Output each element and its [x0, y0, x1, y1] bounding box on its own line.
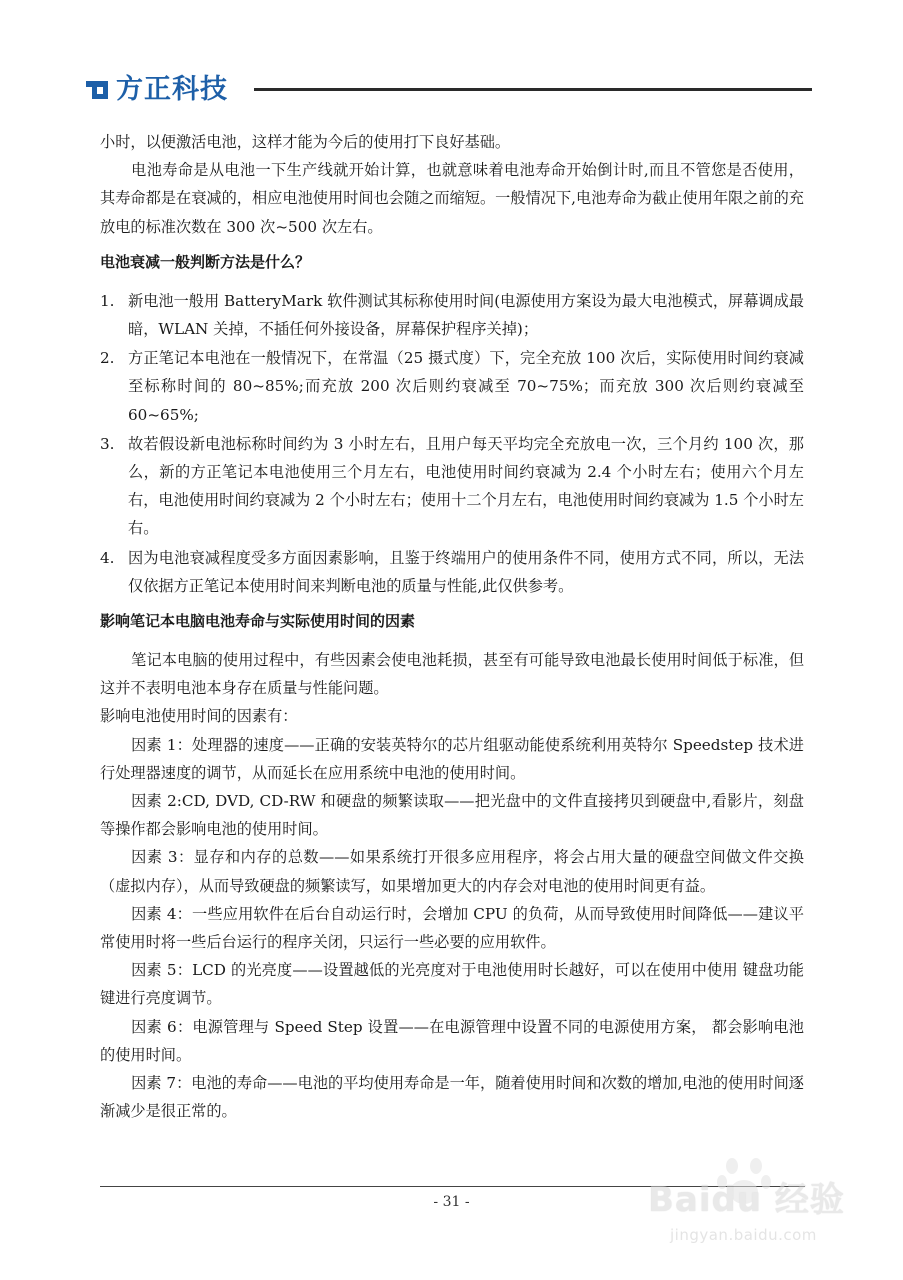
logo-mark-icon — [82, 75, 112, 105]
paragraph: 影响电池使用时间的因素有： — [100, 707, 298, 726]
factor-paragraph: 因素 5：LCD 的光亮度——设置越低的光亮度对于电池使用时长越好，可以在使用中使用 键盘功能键进行亮度调节。 — [100, 961, 804, 1008]
list-number: 2. — [100, 349, 115, 368]
baidu-watermark — [630, 1148, 880, 1268]
company-logo — [82, 72, 228, 108]
numbered-list — [100, 287, 804, 600]
list-item — [100, 544, 804, 600]
factor-paragraph: 因素 6：电源管理与 Speed Step 设置——在电源管理中设置不同的电源使用方案， 都会影响电池的使用时间。 — [100, 1017, 804, 1064]
watermark-url: jingyan.baidu.com — [670, 1226, 817, 1244]
page-number: - 31 - — [433, 1194, 470, 1210]
section-heading: 影响笔记本电脑电池寿命与实际使用时间的因素 — [100, 612, 416, 631]
list-item — [100, 430, 804, 543]
list-number: 3. — [100, 434, 115, 453]
factor-paragraph: 因素 2:CD, DVD, CD-RW 和硬盘的频繁读取——把光盘中的文件直接拷贝到硬盘中,看影片，刻盘等操作都会影响电池的使用时间。 — [100, 792, 804, 839]
list-text: 故若假设新电池标称时间约为 3 小时左右，且用户每天平均完全充放电一次，三个月约 100 次，那么，新的方正笔记本电池使用三个月左右，电池使用时间约衰减为 2.4 个小时左右；使用六个月左右，电池使用时间约衰减为 2 个小时左右；使用十二个月左右，电池使用时间约衰减为 1.5 个小时左右。 — [128, 434, 804, 538]
list-text: 方正笔记本电池在一般情况下，在常温（25 摄式度）下，完全充放 100 次后，实际使用时间约衰减至标称时间的 80~85%;而充放 200 次后则约衰减至 70~75%；而充放 300 次后则约衰减至 60~65%; — [128, 349, 804, 424]
factor-paragraph: 因素 4：一些应用软件在后台自动运行时，会增加 CPU 的负荷，从而导致使用时间降低——建议平常使用时将一些后台运行的程序关闭，只运行一些必要的应用软件。 — [100, 904, 804, 952]
list-number: 1. — [100, 291, 115, 310]
document-body — [100, 128, 804, 1126]
section-heading: 电池衰减一般判断方法是什么？ — [100, 252, 311, 271]
factor-paragraph: 因素 3：显存和内存的总数——如果系统打开很多应用程序，将会占用大量的硬盘空间做文件交换（虚拟内存），从而导致硬盘的频繁读写，如果增加更大的内存会对电池的使用时间更有益。 — [100, 848, 804, 895]
watermark-brand: Baidu 经验 — [648, 1180, 845, 1220]
list-text: 因为电池衰减程度受多方面因素影响，且鉴于终端用户的使用条件不同，使用方式不同，所以，无法仅依据方正笔记本使用时间来判断电池的质量与性能,此仅供参考。 — [128, 548, 804, 595]
logo-text: 方正科技 — [116, 74, 228, 105]
paragraph: 笔记本电脑的使用过程中，有些因素会使电池耗损，甚至有可能导致电池最长使用时间低于标准，但这并不表明电池本身存在质量与性能问题。 — [100, 651, 804, 698]
paragraph: 电池寿命是从电池一下生产线就开始计算，也就意味着电池寿命开始倒计时,而且不管您是否使用，其寿命都是在衰减的，相应电池使用时间也会随之而缩短。一般情况下,电池寿命为截止使用年限之前的充放电的标准次数在 300 次~500 次左右。 — [100, 161, 804, 236]
list-number: 4. — [100, 548, 115, 567]
paragraph: 小时，以便激活电池，这样才能为今后的使用打下良好基础。 — [100, 133, 511, 151]
page-header — [82, 72, 812, 112]
factor-paragraph: 因素 1：处理器的速度——正确的安装英特尔的芯片组驱动能使系统利用英特尔 Speedstep 技术进行处理器速度的调节，从而延长在应用系统中电池的使用时间。 — [100, 735, 804, 782]
factor-paragraph: 因素 7：电池的寿命——电池的平均使用寿命是一年，随着使用时间和次数的增加,电池的使用时间逐渐减少是很正常的。 — [100, 1074, 804, 1121]
list-text: 新电池一般用 BatteryMark 软件测试其标称使用时间(电源使用方案设为最大电池模式，屏幕调成最暗，WLAN 关掉，不插任何外接设备，屏幕保护程序关掉)； — [128, 291, 804, 339]
header-rule — [254, 88, 812, 91]
list-item — [100, 287, 804, 343]
list-item — [100, 344, 804, 429]
